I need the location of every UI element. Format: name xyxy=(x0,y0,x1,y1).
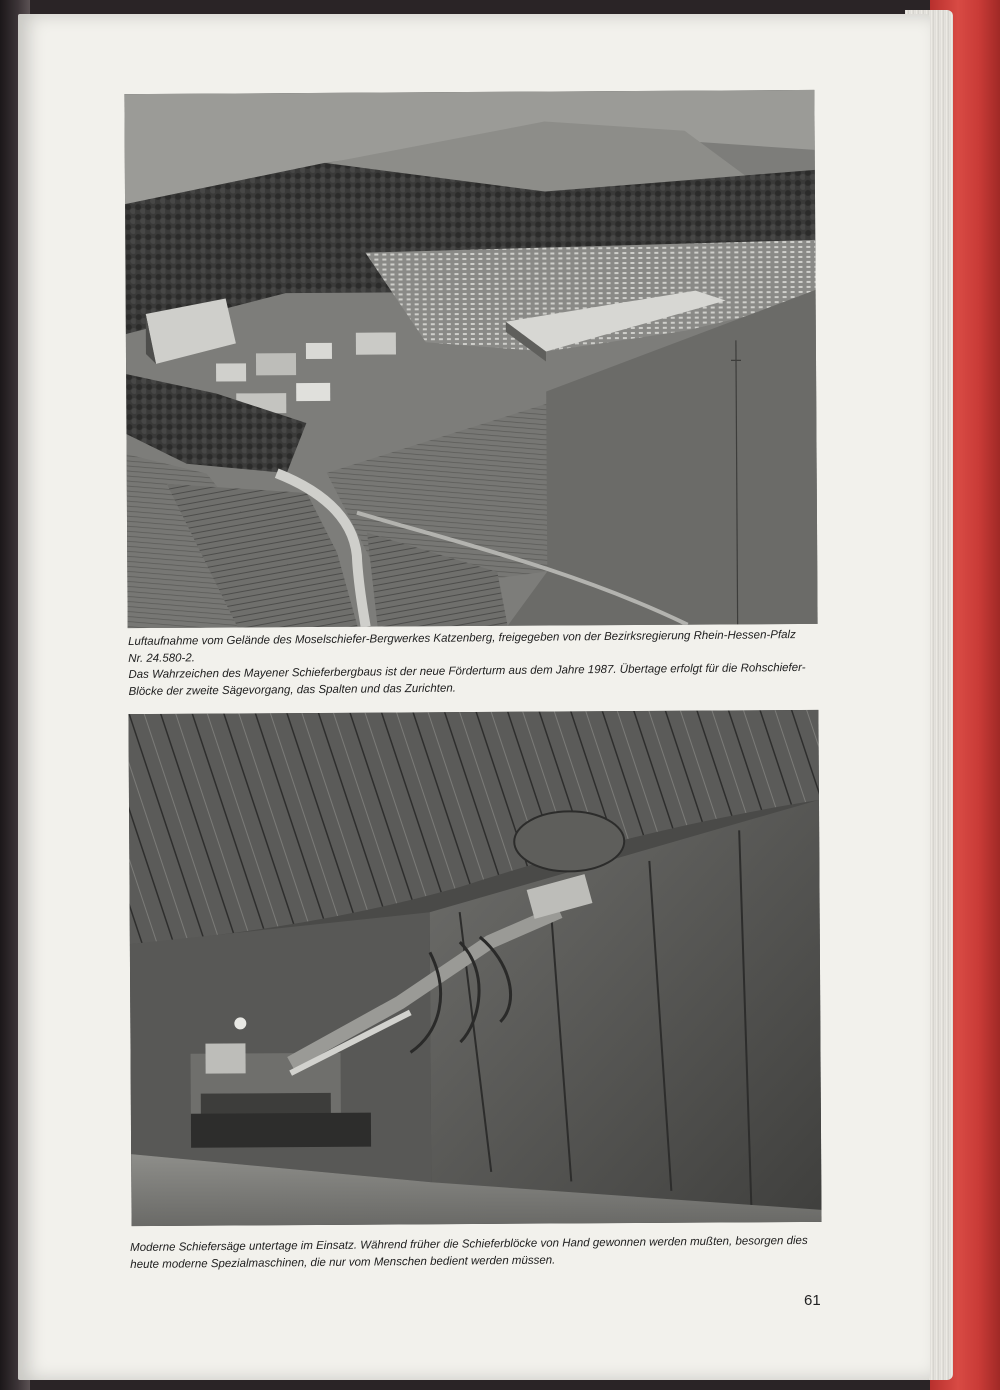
page-number: 61 xyxy=(804,1292,821,1309)
caption-line: Nr. 24.580-2. xyxy=(128,651,196,665)
caption-line: Blöcke der zweite Sägevorgang, das Spalten und das Zurichten. xyxy=(128,682,456,698)
caption-line: Das Wahrzeichen des Mayener Schieferbergbaus ist der neue Förderturm aus dem Jahre 1987. Übertage erfolgt für die Rohschiefer- xyxy=(128,661,806,681)
aerial-photo-caption xyxy=(128,627,829,700)
book-page xyxy=(18,14,930,1380)
caption-line: heute moderne Spezialmaschinen, die nur vom Menschen bedient werden müssen. xyxy=(130,1254,556,1271)
caption-line: Moderne Schiefersäge untertage im Einsatz. Während früher die Schieferblöcke von Hand gewonnen werden mußten, besorgen dies xyxy=(130,1234,808,1254)
aerial-photo xyxy=(124,90,817,628)
underground-photo-caption xyxy=(130,1233,830,1273)
caption-line: Luftaufnahme vom Gelände des Moselschiefer-Bergwerkes Katzenberg, freigegeben von der Bezirksregierung Rhein-Hessen-Pfalz xyxy=(128,629,796,648)
underground-saw-photo xyxy=(128,710,821,1226)
